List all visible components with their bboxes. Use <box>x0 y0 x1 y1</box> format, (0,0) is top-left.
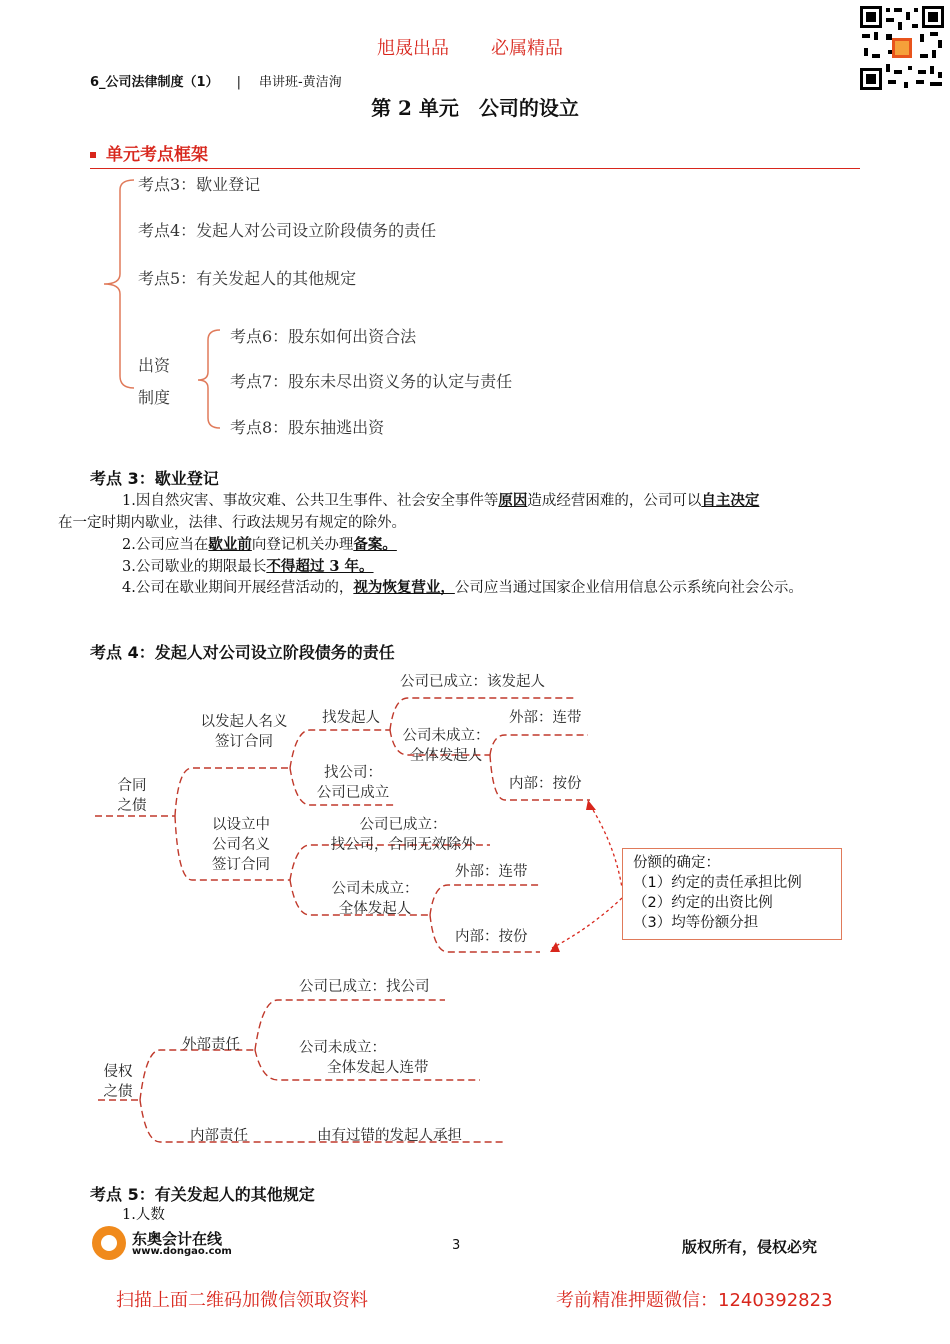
page-number: 3 <box>452 1238 461 1253</box>
share-box-item-1: （1）约定的责任承担比例 <box>633 875 802 891</box>
share-determination-box <box>622 848 842 940</box>
p2-emphasis-filing: 备案。 <box>353 536 397 553</box>
section3-paragraph-2 <box>90 534 860 557</box>
p1-text-a: 1.因自然灾害、事故灾难、公共卫生事件、社会安全事件等 <box>122 493 499 509</box>
find-company <box>308 763 398 803</box>
unit-title: 第 2 单元 公司的设立 <box>371 96 579 120</box>
find-promoter: 找发起人 <box>322 710 380 726</box>
banner-right: 必属精品 <box>491 38 563 59</box>
not-established-promoters <box>396 726 496 766</box>
tort-external: 外部责任 <box>182 1037 240 1053</box>
section5-title: 考点 5：有关发起人的其他规定 <box>90 1185 315 1204</box>
p3-text-a: 3.公司歇业的期限最长 <box>122 559 267 575</box>
branch-company-name <box>196 815 286 875</box>
course-info <box>90 71 342 90</box>
established2-line-1: 公司已成立： <box>359 817 447 833</box>
p4-text-a: 4.公司在歇业期间开展经营活动的， <box>122 580 354 596</box>
p2-emphasis-before: 歇业前 <box>208 536 252 553</box>
section5-item-1: 1.人数 <box>122 1207 165 1223</box>
branch1-line-1: 以发起人名义 <box>200 714 288 730</box>
not-established2-line-2: 全体发起人 <box>338 901 412 917</box>
framework-item-4: 考点4：发起人对公司设立阶段债务的责任 <box>138 221 437 240</box>
framework-sub-item-8: 考点8：股东抽逃出资 <box>230 418 385 437</box>
brand-logo-icon <box>92 1226 126 1260</box>
tort-root-2: 之债 <box>103 1084 133 1100</box>
p3-emphasis-limit: 不得超过 3 年。 <box>266 558 374 575</box>
external-joint-1: 外部：连带 <box>509 710 582 726</box>
tort-internal-rule: 由有过错的发起人承担 <box>317 1128 462 1144</box>
framework-sub-item-6: 考点6：股东如何出资合法 <box>230 327 417 346</box>
section4-title: 考点 4：发起人对公司设立阶段债务的责任 <box>90 643 395 662</box>
share-box-title: 份额的确定： <box>633 855 720 871</box>
p1-emphasis-decide: 自主决定 <box>701 492 760 509</box>
qr-code-image <box>858 4 946 92</box>
framework-item-5: 考点5：有关发起人的其他规定 <box>138 269 357 288</box>
find-company-line-1: 找公司： <box>324 765 382 781</box>
p1-text-b: 造成经营困难的，公司可以 <box>527 493 702 509</box>
framework-group-label-2: 制度 <box>138 388 171 407</box>
branch2-line-2: 公司名义 <box>212 837 270 853</box>
course-separator: | <box>236 75 241 90</box>
p1-emphasis-reason: 原因 <box>498 492 528 509</box>
internal-share-1: 内部：按份 <box>509 776 582 792</box>
not-established-line-2: 全体发起人 <box>409 748 483 764</box>
promo-left: 扫描上面二维码加微信领取资料 <box>116 1290 368 1311</box>
contract-root <box>108 776 156 816</box>
tort-not-established-2: 全体发起人连带 <box>327 1060 429 1076</box>
header-banner <box>377 34 605 60</box>
framework-group-label-1: 出资 <box>138 356 171 375</box>
course-name: 6_公司法律制度（1） <box>90 75 219 90</box>
find-company-line-2: 公司已成立 <box>316 785 390 801</box>
tort-root-1: 侵权 <box>103 1064 133 1080</box>
p2-text-a: 2.公司应当在 <box>122 537 209 553</box>
promo-right: 考前精准押题微信：1240392823 <box>556 1290 833 1311</box>
share-box-item-2: （2）约定的出资比例 <box>633 895 773 911</box>
external-joint-2: 外部：连带 <box>455 864 528 880</box>
section3-title: 考点 3：歇业登记 <box>90 469 219 488</box>
qr-caption-area <box>856 94 948 110</box>
p1-text-c: 在一定时期内歇业，法律、行政法规另有规定的除外。 <box>58 514 406 531</box>
not-established2-line-1: 公司未成立： <box>331 881 419 897</box>
framework-heading <box>90 140 208 165</box>
framework-sub-item-7: 考点7：股东未尽出资义务的认定与责任 <box>230 372 513 391</box>
established2-line-2: 找公司，合同无效除外 <box>330 837 476 853</box>
internal-share-2: 内部：按份 <box>455 929 528 945</box>
contract-root-2: 之债 <box>117 798 147 814</box>
copyright-notice: 版权所有，侵权必究 <box>682 1238 818 1256</box>
section3-paragraph-4 <box>90 577 860 600</box>
established-promoter: 公司已成立：该发起人 <box>400 674 545 690</box>
framework-heading-text: 单元考点框架 <box>106 145 208 165</box>
branch2-line-3: 签订合同 <box>212 857 270 873</box>
p2-text-b: 向登记机关办理 <box>251 537 354 553</box>
tort-root <box>96 1062 140 1102</box>
framework-item-3: 考点3：歇业登记 <box>138 175 261 194</box>
section3-paragraph-3 <box>90 556 860 579</box>
brand-url: www.dongao.com <box>132 1246 232 1257</box>
tort-not-established-1: 公司未成立： <box>299 1040 386 1056</box>
p4-text-b: 公司应当通过国家企业信用信息公示系统向社会公示。 <box>454 580 803 596</box>
banner-left: 旭晟出品 <box>377 38 449 59</box>
tort-not-established <box>299 1038 449 1078</box>
not-established-promoters-2 <box>320 879 430 919</box>
branch-promoter-name <box>192 712 296 752</box>
section3-paragraph-1 <box>58 490 860 534</box>
not-established-line-1: 公司未成立： <box>402 728 490 744</box>
contract-root-1: 合同 <box>117 778 147 794</box>
brand-name: 东奥会计在线 <box>132 1230 223 1248</box>
heading-bullet <box>90 152 96 158</box>
share-box-item-3: （3）均等份额分担 <box>633 915 759 931</box>
branch2-line-1: 以设立中 <box>212 817 270 833</box>
class-name: 串讲班-黄洁洵 <box>258 75 342 90</box>
established-company <box>318 815 488 855</box>
p4-emphasis-resume: 视为恢复营业， <box>353 579 455 596</box>
branch1-line-2: 签订合同 <box>215 734 273 750</box>
tort-established: 公司已成立：找公司 <box>299 979 430 995</box>
tort-internal: 内部责任 <box>190 1128 248 1144</box>
